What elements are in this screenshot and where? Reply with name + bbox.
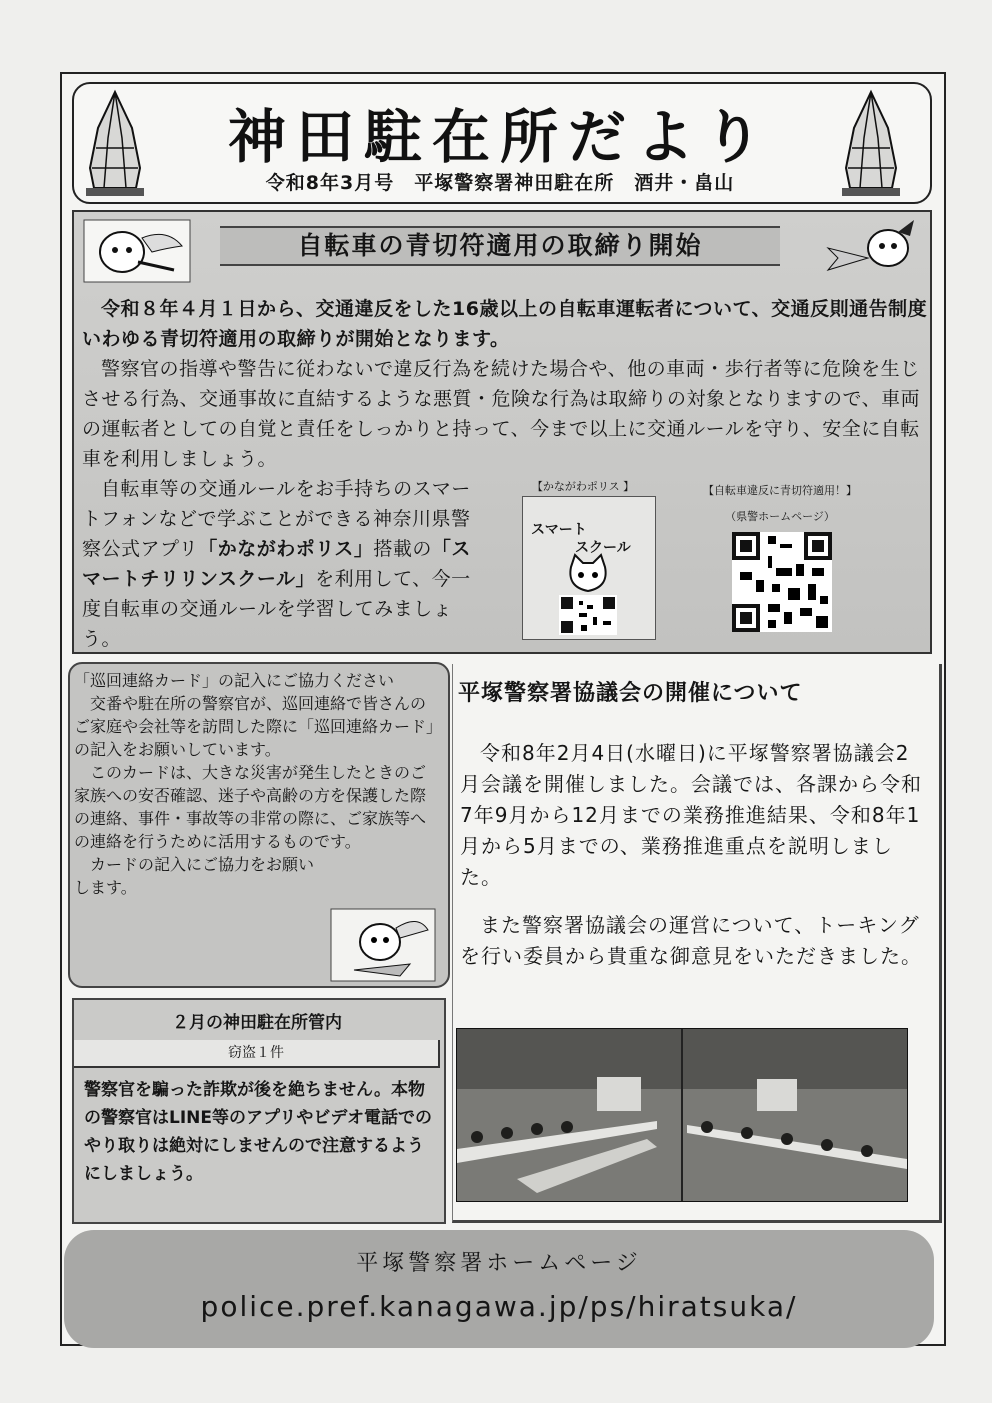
app-outro-text: を利用して、今一度自転車の交通ルールを学習してみましょう。 xyxy=(82,568,471,650)
crime-warning: 警察官を騙った詐欺が後を絶ちません。本物の警察官はLINE等のアプリやビデオ電話でのやり取りは絶対にしませんので注意するようにしましょう。 xyxy=(84,1080,432,1184)
council-meeting-photo xyxy=(456,1028,908,1202)
app-connector: 搭載の xyxy=(373,538,432,560)
app-feature-name: 「スマートチリリンスクール」 xyxy=(82,538,471,590)
app-caption: 【かながわポリス 】 xyxy=(531,480,635,493)
council-paragraph-1: 令和8年2月4日(水曜日)に平塚警察署協議会2月会議を開催しました。会議では、各課から令和7年9月から12月までの業務推進結果、令和8年1月から5月までの、業務推進重点を説明しました。 xyxy=(460,741,922,889)
meeting-room-image xyxy=(457,1029,907,1201)
app-name: 「かながわポリス」 xyxy=(198,538,374,560)
bicycle-paragraph-1-text: 令和８年４月１日から、交通違反をした16歳以上の自転車運転者について、交通反則通告制度いわゆる青切符適用の取締りが開始となります。 xyxy=(82,298,928,350)
card-paragraph-2: このカードは、大きな災害が発生したときのご家族への安否確認、迷子や高齢の方を保護した際の連絡、事件・事故等の非常の際に、ご家族等への連絡を行うために活用するものです。 xyxy=(74,763,427,851)
bicycle-heading: 自転車の青切符適用の取締り開始 xyxy=(220,226,780,266)
qr-caption-2: （県警ホームページ） xyxy=(725,510,835,523)
flying-mascot-icon xyxy=(818,218,928,284)
bicycle-paragraph-3 xyxy=(82,474,482,654)
crime-stat: 窃盗１件 xyxy=(74,1040,440,1068)
card-paragraph-1: 交番や駐在所の警察官が、巡回連絡で皆さんのご家庭や会社等を訪問した際に「巡回連絡カード」の記入をお願いしています。 xyxy=(74,694,435,759)
bicycle-paragraph-1 xyxy=(82,294,928,354)
council-heading: 平塚警察署協議会の開催について xyxy=(458,681,803,706)
issue-subtitle: 令和8年3月号 平塚警察署神田駐在所 酒井・畠山 xyxy=(265,172,735,194)
footer-url-link[interactable]: police.pref.kanagawa.jp/ps/hiratsuka/ xyxy=(200,1290,798,1323)
council-paragraph-2: また警察署協議会の運営について、トーキングを行い委員から貴重な御意見をいただきました。 xyxy=(460,913,922,968)
app-flyer-label-bottom: スクール xyxy=(575,540,631,556)
qr-caption-1: 【自転車違反に青切符適用！】 xyxy=(703,484,857,497)
app-qr-code-icon[interactable] xyxy=(559,595,617,635)
bicycle-paragraph-2: 警察官の指導や警告に従わないで違反行為を続けた場合や、他の車両・歩行者等に危険を生じさせる行為、交通事故に直結するような悪質・危険な行為は取締りの対象となりますので、車両の運転者としての自覚と責任をしっかりと持って、今まで以上に交通ルールを守り、安全に自転車を利用しましょう。 xyxy=(82,358,921,470)
app-flyer-label-top: スマート xyxy=(531,522,587,538)
card-content xyxy=(74,668,440,898)
footer-label: 平塚警察署ホームページ xyxy=(356,1251,642,1276)
police-mascot-icon xyxy=(82,218,192,284)
card-heading: 「巡回連絡カード」の記入にご協力ください xyxy=(74,671,395,690)
bamboo-shoot-icon xyxy=(82,88,148,198)
crime-heading: ２月の神田駐在所管内 xyxy=(172,1013,342,1033)
website-qr-code-icon[interactable] xyxy=(732,532,832,632)
app-intro-text: 自転車等の交通ルールをお手持ちのスマートフォンなどで学ぶことができる神奈川県警察公式アプリ xyxy=(82,478,471,560)
cat-mascot-icon xyxy=(565,553,611,593)
card-paragraph-3: カードの記入にご協力をお願いします。 xyxy=(74,855,315,897)
app-flyer-image xyxy=(522,496,656,640)
bamboo-shoot-icon xyxy=(838,88,904,198)
page-title: 神田駐在所だより xyxy=(227,103,772,171)
mascot-card-icon xyxy=(330,908,436,982)
